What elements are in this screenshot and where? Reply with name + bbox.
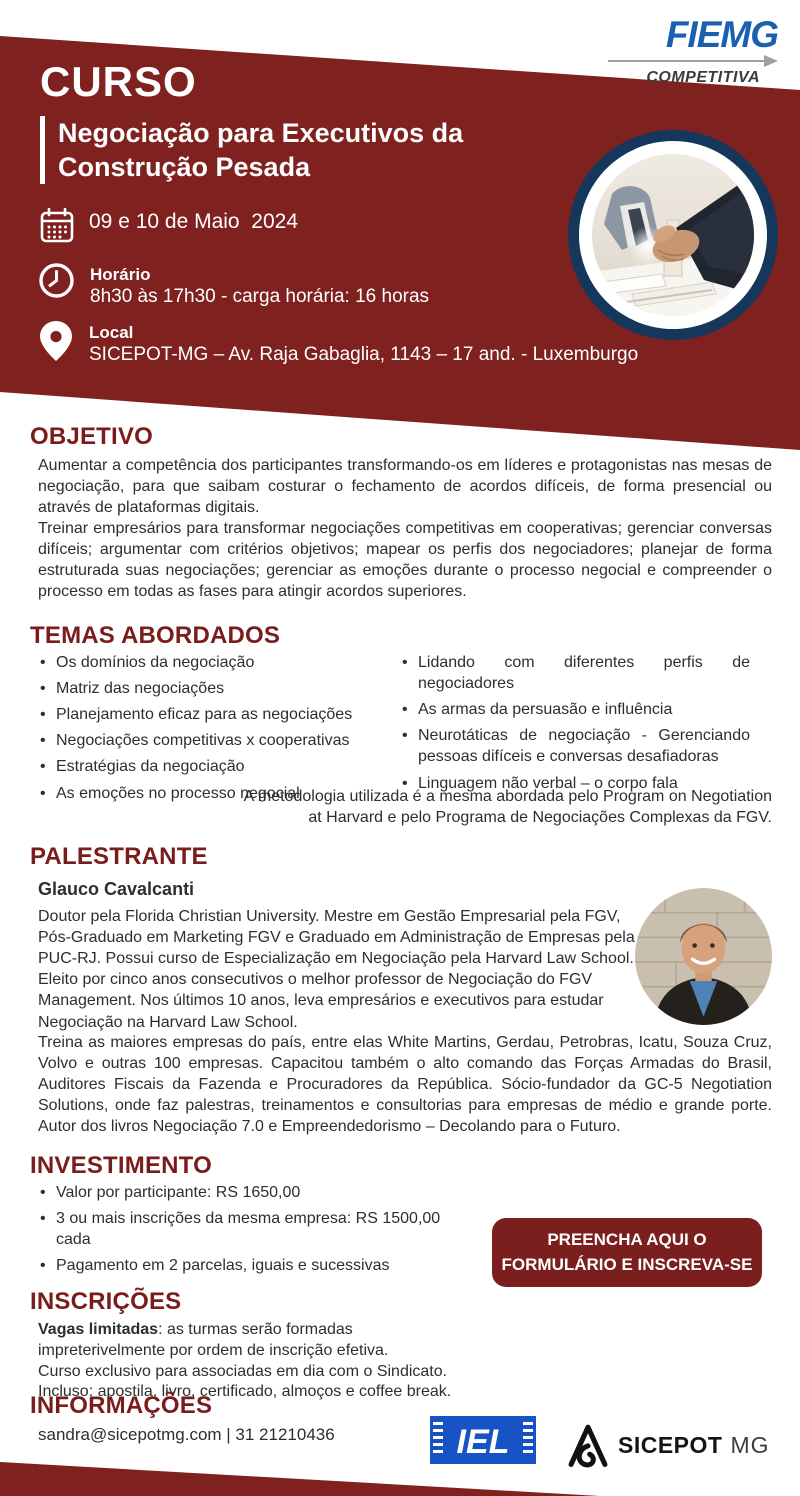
list-item: • Lidando com diferentes perfis de negociadores	[400, 652, 750, 694]
investimento-list	[38, 1182, 478, 1281]
objetivo-paragraph-1: Aumentar a competência dos participantes transformando-os em líderes e protagonistas nas mesas de negociação, para que saibam costurar o fechamento de acordos difíceis, de forma presencial ou através de plataformas digitais.	[38, 457, 772, 517]
speaker-photo	[635, 888, 772, 1025]
speaker-bio-1: Doutor pela Florida Christian University. Mestre em Gestão Empresarial pela FGV, Pós-Graduado em Marketing FGV e Graduado em Administração de Empresas pela PUC-RJ. Possui curso de Especialização em Negociação pela Harvard Law School. Eleito por cinco anos consecutivos o melhor professor de Negociação do FGV Management. Nos últimos 10 anos, leva empresários e executivos para estudar Negociação na Harvard Law School.	[38, 908, 635, 1031]
temas-right-column	[400, 652, 750, 799]
sicepot-logo	[566, 1420, 770, 1470]
course-title-line1: Negociação para Executivos da	[58, 118, 464, 148]
metodologia-line2: at Harvard e pelo Programa de Negociações Complexas da FGV.	[308, 809, 772, 827]
list-item: • As armas da persuasão e influência	[400, 699, 750, 720]
schedule-label: Horário	[90, 265, 151, 284]
inscricoes-line2: impreterivelmente por ordem de inscrição efetiva.	[38, 1341, 389, 1359]
cta-line2: FORMULÁRIO E INSCREVA-SE	[501, 1254, 753, 1274]
sicepot-icon	[566, 1420, 610, 1470]
course-title	[40, 116, 538, 184]
metodologia-note	[170, 786, 772, 828]
informacoes-heading: INFORMAÇÕES	[30, 1392, 213, 1419]
sicepot-wordmark: SICEPOT	[618, 1431, 723, 1458]
fiemg-wordmark: FIEMG	[665, 14, 778, 55]
location-block	[89, 320, 638, 368]
temas-heading: TEMAS ABORDADOS	[30, 622, 281, 649]
iel-logo	[430, 1416, 536, 1469]
list-item: • Planejamento eficaz para as negociações	[38, 704, 390, 725]
course-date: 09 e 10 de Maio 2024	[89, 210, 298, 233]
course-title-line2: Construção Pesada	[58, 152, 311, 183]
list-item: • Linguagem não verbal – o corpo fala	[400, 773, 750, 794]
handshake-photo-frame	[568, 130, 778, 340]
schedule-block	[90, 262, 429, 310]
list-item: • Matriz das negociações	[38, 678, 390, 699]
photo-inner-ring	[579, 141, 767, 329]
metodologia-line1: A metodologia utilizada é a mesma abordada pelo Program on Negotiation	[243, 788, 772, 805]
location-pin-icon	[38, 320, 74, 362]
list-item: • Neurotáticas de negociação - Gerenciando pessoas difíceis e conversas desafiadoras	[400, 725, 750, 767]
handshake-photo	[592, 154, 754, 316]
clock-icon	[38, 262, 75, 299]
fiemg-competitiva-label: COMPETITIVA	[646, 69, 760, 86]
sicepot-mg-label: MG	[730, 1431, 770, 1458]
calendar-icon	[40, 208, 74, 244]
list-item: • 3 ou mais inscrições da mesma empresa: RS 1500,00 cada	[38, 1208, 478, 1250]
list-item: • Os domínios da negociação	[38, 652, 390, 673]
list-item: • As emoções no processo negocial	[38, 783, 390, 804]
schedule-value: 8h30 às 17h30 - carga horária: 16 horas	[90, 286, 430, 308]
course-kicker: CURSO	[40, 58, 197, 105]
objetivo-heading: OBJETIVO	[30, 423, 153, 450]
inscricoes-line1-rest: : as turmas serão formadas	[158, 1321, 353, 1338]
schedule-row	[38, 262, 429, 310]
investimento-heading: INVESTIMENTO	[30, 1152, 212, 1179]
fiemg-logo	[600, 16, 778, 87]
cta-button[interactable]	[492, 1218, 762, 1287]
inscricoes-line4: Incluso: apostila, livro, certificado, almoços e coffee break.	[38, 1383, 452, 1401]
list-item: • Valor por participante: RS 1650,00	[38, 1182, 478, 1203]
iel-wordmark: IEL	[456, 1423, 510, 1461]
palestrante-heading: PALESTRANTE	[30, 843, 208, 870]
cta-line1: PREENCHA AQUI O	[547, 1229, 707, 1249]
list-item: • Negociações competitivas x cooperativas	[38, 730, 390, 751]
speaker-name: Glauco Cavalcanti	[38, 879, 195, 899]
list-item: • Estratégias da negociação	[38, 756, 390, 777]
speaker-bio-2: Treina as maiores empresas do país, entre elas White Martins, Gerdau, Petrobras, Icatu, Souza Cruz, Volvo e outras 100 empresas. Capacitou também o alto comando das Forças Armadas do Brasil, Auditores Fiscais da Fazenda e Procuradores da República. Sócio-fundador da GC-5 Negotiation Solutions, onde faz palestras, treinamentos e consultorias para empresas de médio e grande porte. Autor dos livros Negociação 7.0 e Empreendedorismo – Decolando para o Futuro.	[38, 1034, 772, 1136]
contact-line: sandra@sicepotmg.com | 31 21210436	[38, 1425, 335, 1444]
inscricoes-heading: INSCRIÇÕES	[30, 1288, 182, 1315]
fiemg-arrow-icon	[608, 55, 778, 67]
objetivo-paragraph-2: Treinar empresários para transformar negociações competitivas em cooperativas; gerenciar conversas difíceis; argumentar com critérios objetivos; mapear os perfis dos negociadores; planejar de forma estruturada suas negociações; gerenciar as emoções durante o processo negocial e compreender o processo em todas as fases para atingir acordos superiores.	[38, 520, 772, 601]
inscricoes-text	[38, 1320, 498, 1403]
location-value: SICEPOT-MG – Av. Raja Gabaglia, 1143 – 17 and. - Luxemburgo	[89, 344, 639, 366]
inscricoes-line3: Curso exclusivo para associadas em dia com o Sindicato.	[38, 1362, 448, 1380]
inscricoes-line1	[38, 1320, 498, 1341]
location-label: Local	[89, 323, 134, 342]
vagas-limitadas-label: Vagas limitadas	[38, 1321, 159, 1338]
date-row	[40, 208, 298, 244]
location-row	[38, 320, 638, 368]
list-item: • Pagamento em 2 parcelas, iguais e sucessivas	[38, 1255, 478, 1276]
